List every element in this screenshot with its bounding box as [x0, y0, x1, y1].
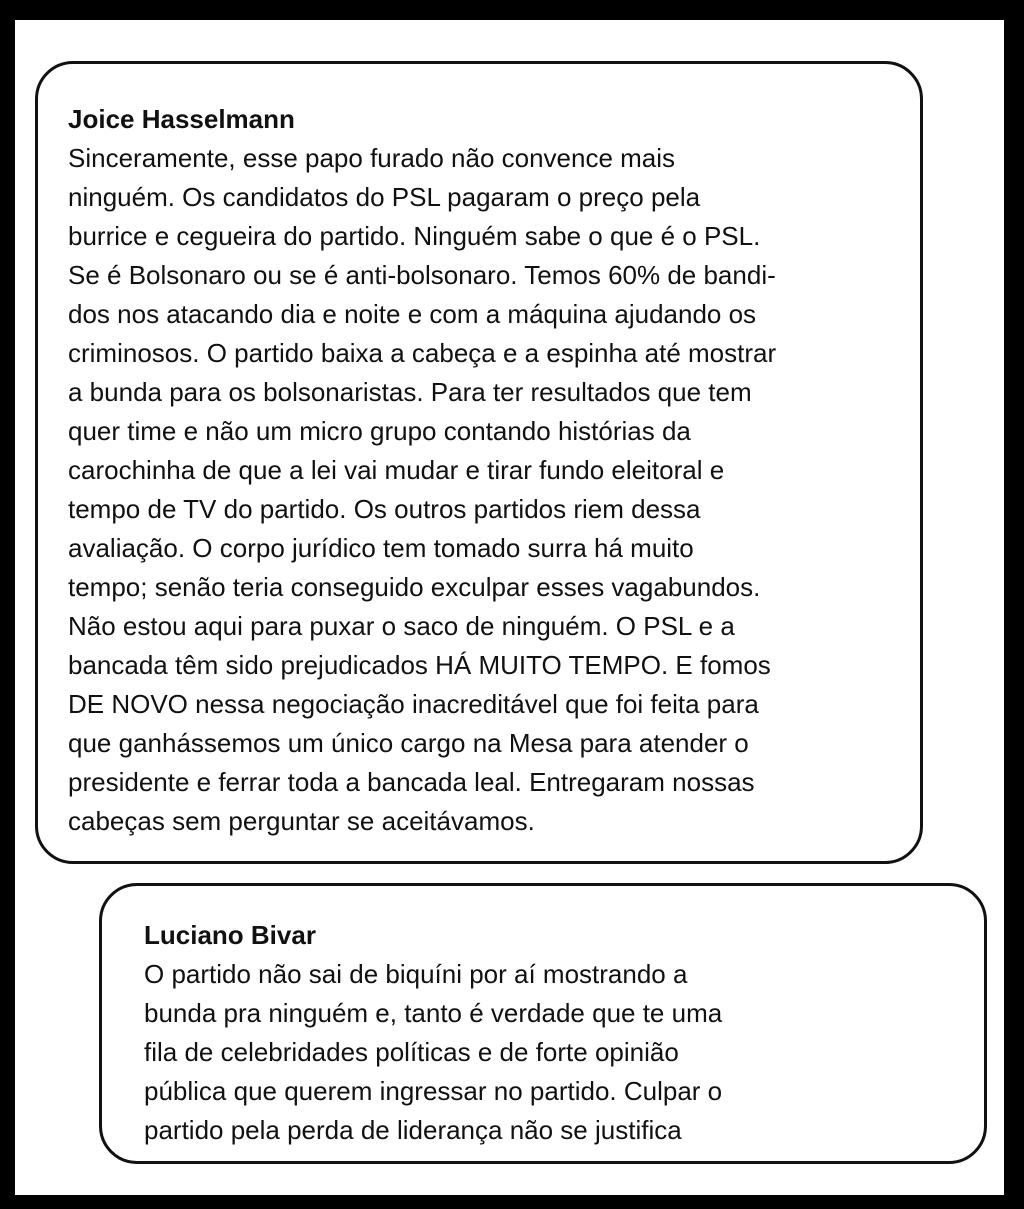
- quote-line: dos nos atacando dia e noite e com a máquina ajudando os: [68, 299, 757, 329]
- quote-line: criminosos. O partido baixa a cabeça e a espinha até mostrar: [68, 338, 777, 368]
- quote-line: bunda pra ninguém e, tanto é verdade que te uma: [144, 998, 723, 1028]
- quote-line: cabeças sem perguntar se aceitávamos.: [68, 806, 535, 836]
- speaker-name-joice: Joice Hasselmann: [68, 104, 295, 134]
- quote-line: carochinha de que a lei vai mudar e tirar fundo eleitoral e: [68, 455, 725, 485]
- quote-line: bancada têm sido prejudicados HÁ MUITO TEMPO. E fomos: [68, 650, 771, 680]
- quote-line: burrice e cegueira do partido. Ninguém sabe o que é o PSL.: [68, 221, 761, 251]
- quote-line: Sinceramente, esse papo furado não convence mais: [68, 143, 676, 173]
- quote-line: O partido não sai de biquíni por aí mostrando a: [144, 959, 688, 989]
- quote-line: Não estou aqui para puxar o saco de ninguém. O PSL e a: [68, 611, 735, 641]
- speech-bubble-joice: [35, 61, 923, 864]
- quote-line: que ganhássemos um único cargo na Mesa para atender o: [68, 728, 749, 758]
- quote-line: DE NOVO nessa negociação inacreditável que foi feita para: [68, 689, 759, 719]
- document-frame: [12, 17, 1007, 1198]
- quote-line: a bunda para os bolsonaristas. Para ter resultados que tem: [68, 377, 752, 407]
- quote-line: avaliação. O corpo jurídico tem tomado surra há muito: [68, 533, 694, 563]
- quote-line: presidente e ferrar toda a bancada leal. Entregaram nossas: [68, 767, 755, 797]
- speaker-name-bivar: Luciano Bivar: [144, 920, 316, 950]
- quote-line: tempo de TV do partido. Os outros partidos riem dessa: [68, 494, 701, 524]
- quote-line: fila de celebridades políticas e de forte opinião: [144, 1037, 679, 1067]
- quote-line: partido pela perda de liderança não se justifica: [144, 1115, 682, 1145]
- quote-line: pública que querem ingressar no partido. Culpar o: [144, 1076, 723, 1106]
- quote-line: tempo; senão teria conseguido exculpar esses vagabundos.: [68, 572, 761, 602]
- quote-line: Se é Bolsonaro ou se é anti-bolsonaro. Temos 60% de bandi-: [68, 260, 776, 290]
- quote-line: ninguém. Os candidatos do PSL pagaram o preço pela: [68, 182, 701, 212]
- speech-bubble-bivar: [99, 883, 987, 1164]
- quote-line: quer time e não um micro grupo contando histórias da: [68, 416, 691, 446]
